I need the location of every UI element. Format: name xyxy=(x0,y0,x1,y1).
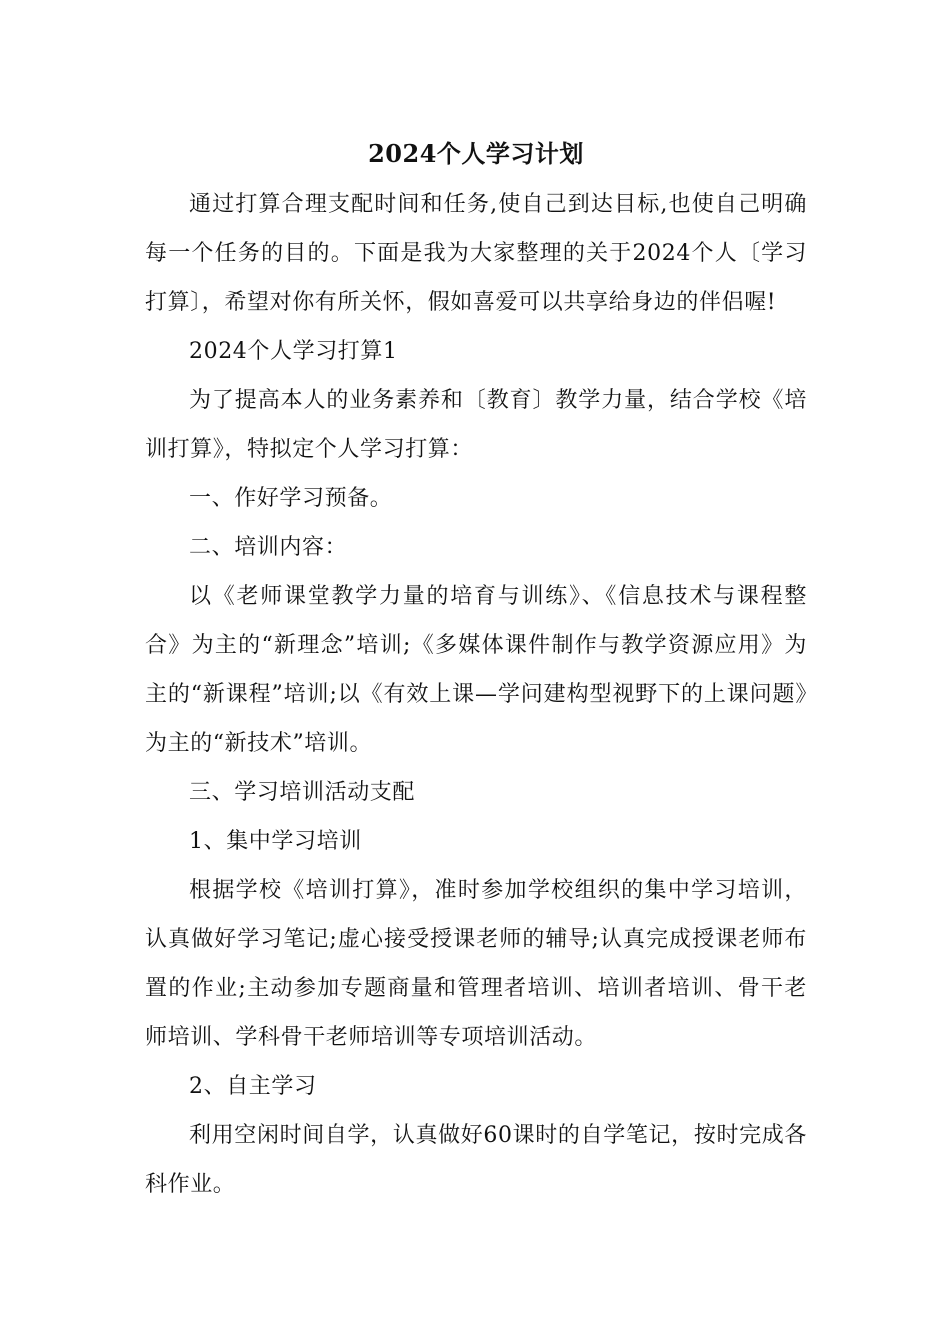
paragraph-item-two: 2、自主学习 xyxy=(189,1074,317,1099)
document-title: 2024个人学习计划 xyxy=(368,139,584,168)
paragraph-section-one: 一、作好学习预备。 xyxy=(189,486,393,511)
paragraph-self-study: 利用空闲时间自学，认真做好60课时的自学笔记，按时完成各科作业。 xyxy=(145,1123,807,1197)
document-page xyxy=(145,128,807,1209)
paragraph-purpose: 为了提高本人的业务素养和〔教育〕教学力量，结合学校《培训打算》，特拟定个人学习打算： xyxy=(145,388,807,462)
paragraph-training-content: 以《老师课堂教学力量的培育与训练》、《信息技术与课程整合》为主的“新理念”培训;《多媒体课件制作与教学资源应用》为主的“新课程”培训;以《有效上课—学问建构型视野下的上课问题》为主的“新技术”培训。 xyxy=(145,584,807,756)
paragraph-intro: 通过打算合理支配时间和任务,使自己到达目标,也使自己明确每一个任务的目的。下面是我为大家整理的关于2024个人〔学习打算〕，希望对你有所关怀，假如喜爱可以共享给身边的伴侣喔! xyxy=(145,192,807,315)
paragraph-section-two: 二、培训内容： xyxy=(189,535,348,560)
paragraph-centralized-training: 根据学校《培训打算》，准时参加学校组织的集中学习培训，认真做好学习笔记;虚心接受授课老师的辅导;认真完成授课老师布置的作业;主动参加专题商量和管理者培训、培训者培训、骨干老师培训、学科骨干老师培训等专项培训活动。 xyxy=(145,878,807,1050)
paragraph-section-three: 三、学习培训活动支配 xyxy=(189,780,416,805)
paragraph-plan-heading: 2024个人学习打算1 xyxy=(189,339,398,364)
paragraph-item-one: 1、集中学习培训 xyxy=(189,829,362,854)
